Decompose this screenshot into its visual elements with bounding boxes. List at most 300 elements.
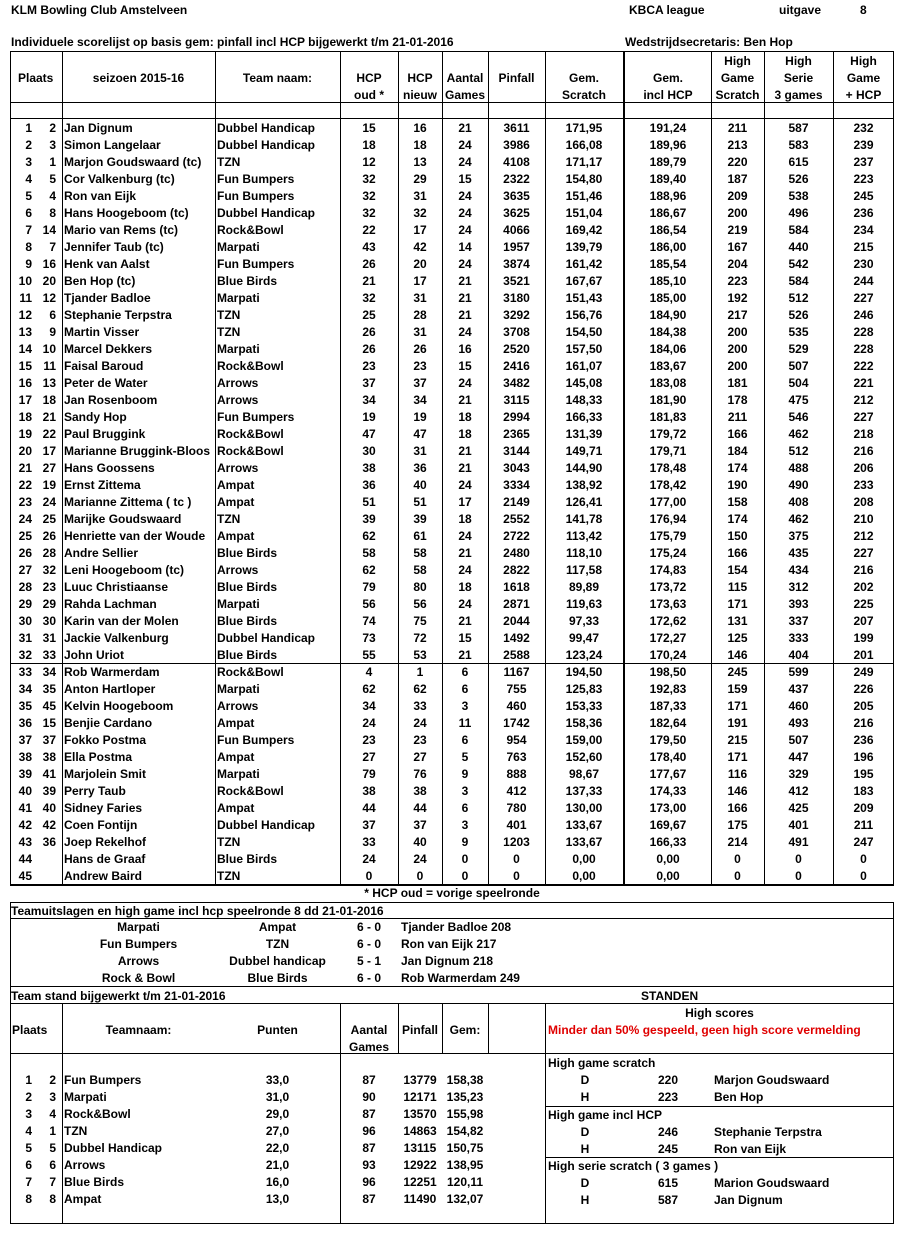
player-games: 15 — [458, 172, 472, 186]
player-hg-hcp: 228 — [853, 342, 874, 356]
player-prev-rank: 20 — [42, 274, 56, 288]
player-rank: 1 — [25, 121, 32, 135]
player-games: 9 — [461, 767, 469, 781]
player-rank: 9 — [25, 257, 32, 271]
player-hcp-new: 33 — [413, 699, 427, 713]
player-avg-hcp: 184,06 — [649, 342, 687, 356]
player-name: Andrew Baird — [64, 869, 143, 883]
player-hg-scratch: 146 — [727, 784, 748, 798]
player-hg-hcp: 216 — [853, 563, 874, 577]
player-hcp-old: 24 — [362, 852, 376, 866]
player-avg-scratch: 133,67 — [565, 835, 603, 849]
round-high-game: Ron van Eijk 217 — [401, 937, 497, 951]
player-hcp-new: 31 — [413, 291, 427, 305]
highscore-category: D — [580, 1176, 590, 1190]
player-hs-scratch: 512 — [788, 444, 809, 458]
player-prev-rank: 5 — [49, 172, 56, 186]
highscore-player: Jan Dignum — [714, 1193, 783, 1207]
standing-games: 87 — [362, 1141, 376, 1155]
standing-rank: 8 — [25, 1192, 32, 1206]
player-team: Dubbel Handicap — [217, 818, 316, 832]
player-pinfall: 2588 — [503, 648, 530, 662]
player-name: John Uriot — [64, 648, 124, 662]
highscore-category: D — [580, 1073, 590, 1087]
player-team: Dubbel Handicap — [217, 631, 316, 645]
player-hs-scratch: 412 — [788, 784, 809, 798]
player-avg-hcp: 183,67 — [649, 359, 687, 373]
player-hg-scratch: 223 — [727, 274, 748, 288]
player-avg-hcp: 175,79 — [649, 529, 687, 543]
standing-games: 87 — [362, 1073, 376, 1087]
player-rank: 36 — [18, 716, 32, 730]
player-hg-scratch: 192 — [727, 291, 748, 305]
standings-header-pinfall: Pinfall — [401, 1023, 438, 1037]
player-hg-hcp: 209 — [853, 801, 874, 815]
player-rank: 21 — [18, 461, 32, 475]
player-rank: 14 — [18, 342, 32, 356]
player-team: Marpati — [217, 767, 260, 781]
player-avg-scratch: 171,95 — [565, 121, 603, 135]
player-pinfall: 888 — [506, 767, 527, 781]
player-team: Fun Bumpers — [217, 189, 295, 203]
player-team: Rock&Bowl — [217, 784, 284, 798]
player-hg-hcp: 216 — [853, 444, 874, 458]
player-hs-scratch: 393 — [788, 597, 809, 611]
player-hcp-old: 4 — [365, 665, 373, 679]
player-hg-scratch: 131 — [727, 614, 748, 628]
header-games-1: Aantal — [446, 71, 484, 85]
player-hg-hcp: 211 — [853, 818, 874, 832]
player-hg-hcp: 216 — [853, 716, 874, 730]
player-prev-rank: 40 — [42, 801, 56, 815]
standing-team: Rock&Bowl — [64, 1107, 131, 1121]
player-name: Coen Fontijn — [64, 818, 138, 832]
player-pinfall: 3180 — [503, 291, 530, 305]
player-hs-scratch: 493 — [788, 716, 809, 730]
player-avg-scratch: 161,42 — [565, 257, 603, 271]
player-hg-hcp: 236 — [853, 733, 874, 747]
player-prev-rank: 41 — [42, 767, 56, 781]
highscore-section-title: High serie scratch ( 3 games ) — [548, 1159, 719, 1173]
player-hg-hcp: 227 — [853, 410, 874, 424]
player-hg-scratch: 187 — [727, 172, 748, 186]
player-hg-hcp: 236 — [853, 206, 874, 220]
standing-rank: 3 — [25, 1107, 32, 1121]
player-hs-scratch: 401 — [788, 818, 809, 832]
player-hcp-new: 1 — [416, 665, 424, 679]
player-prev-rank: 28 — [42, 546, 56, 560]
player-team: Blue Birds — [217, 274, 278, 288]
player-pinfall: 3611 — [503, 121, 530, 135]
player-pinfall: 1618 — [503, 580, 530, 594]
player-team: Marpati — [217, 342, 260, 356]
header-avg-scratch-2: Scratch — [561, 88, 607, 102]
player-pinfall: 3625 — [503, 206, 530, 220]
standing-games: 90 — [362, 1090, 376, 1104]
player-hs-scratch: 490 — [788, 478, 809, 492]
player-hcp-old: 0 — [365, 869, 373, 883]
header-avg-hcp-1: Gem. — [652, 71, 683, 85]
player-hs-scratch: 512 — [788, 291, 809, 305]
player-avg-scratch: 152,60 — [565, 750, 603, 764]
player-avg-hcp: 185,10 — [649, 274, 687, 288]
standing-prev-rank: 4 — [49, 1107, 56, 1121]
player-avg-hcp: 186,54 — [649, 223, 687, 237]
player-rank: 6 — [25, 206, 32, 220]
player-name: Sidney Faries — [64, 801, 143, 815]
player-hcp-old: 18 — [362, 138, 376, 152]
highscore-value: 615 — [657, 1176, 679, 1190]
player-team: Rock&Bowl — [217, 444, 284, 458]
player-prev-rank: 21 — [42, 410, 56, 424]
player-team: TZN — [217, 308, 241, 322]
player-hcp-new: 40 — [413, 478, 427, 492]
player-rank: 22 — [18, 478, 32, 492]
subtitle: Individuele scorelijst op basis gem: pinfall incl HCP bijgewerkt t/m 21-01-2016 — [11, 35, 454, 49]
standing-games: 96 — [362, 1124, 376, 1138]
player-prev-rank: 18 — [42, 393, 56, 407]
player-prev-rank: 36 — [42, 835, 56, 849]
player-hs-scratch: 587 — [788, 121, 809, 135]
highscore-value: 587 — [657, 1193, 679, 1207]
player-hcp-new: 0 — [416, 869, 424, 883]
player-prev-rank: 19 — [42, 478, 56, 492]
player-avg-scratch: 154,80 — [565, 172, 603, 186]
player-team: Marpati — [217, 291, 260, 305]
player-avg-hcp: 185,00 — [649, 291, 687, 305]
standing-team: Fun Bumpers — [64, 1073, 142, 1087]
standings-title: Team stand bijgewerkt t/m 21-01-2016 — [11, 989, 226, 1003]
player-avg-hcp: 169,67 — [649, 818, 687, 832]
player-hg-scratch: 211 — [727, 121, 748, 135]
standing-points: 22,0 — [265, 1141, 290, 1155]
player-hg-scratch: 213 — [727, 138, 748, 152]
player-hcp-old: 79 — [362, 767, 376, 781]
player-avg-hcp: 172,62 — [649, 614, 687, 628]
player-hcp-old: 34 — [362, 393, 376, 407]
player-name: Tjander Badloe — [64, 291, 151, 305]
player-hcp-new: 24 — [413, 716, 427, 730]
player-hs-scratch: 375 — [788, 529, 809, 543]
player-hcp-new: 13 — [413, 155, 427, 169]
player-avg-hcp: 184,90 — [649, 308, 687, 322]
player-name: Hans Goossens — [64, 461, 155, 475]
player-team: Marpati — [217, 597, 260, 611]
header-hs-2: Serie — [783, 71, 814, 85]
player-avg-scratch: 156,76 — [565, 308, 603, 322]
player-games: 6 — [461, 665, 469, 679]
standing-pinfall: 12251 — [403, 1175, 437, 1189]
standing-games: 87 — [362, 1192, 376, 1206]
standing-games: 96 — [362, 1175, 376, 1189]
player-pinfall: 2994 — [503, 410, 530, 424]
player-hg-hcp: 215 — [853, 240, 874, 254]
player-prev-rank: 17 — [42, 444, 56, 458]
player-avg-scratch: 119,63 — [565, 597, 603, 611]
player-avg-scratch: 153,33 — [565, 699, 603, 713]
player-name: Hans Hoogeboom (tc) — [64, 206, 189, 220]
player-avg-scratch: 154,50 — [565, 325, 603, 339]
player-name: Marjon Goudswaard (tc) — [64, 155, 202, 169]
player-avg-scratch: 166,08 — [565, 138, 603, 152]
player-hg-scratch: 166 — [727, 546, 748, 560]
player-pinfall: 460 — [506, 699, 527, 713]
player-team: Blue Birds — [217, 648, 278, 662]
player-name: Ella Postma — [64, 750, 133, 764]
player-avg-hcp: 189,79 — [649, 155, 687, 169]
player-avg-scratch: 97,33 — [568, 614, 600, 628]
player-pinfall: 4066 — [503, 223, 530, 237]
player-hs-scratch: 425 — [788, 801, 809, 815]
player-hg-hcp: 207 — [853, 614, 874, 628]
player-games: 21 — [458, 461, 472, 475]
player-team: Arrows — [217, 393, 259, 407]
player-hcp-old: 22 — [362, 223, 376, 237]
player-avg-scratch: 126,41 — [565, 495, 603, 509]
player-games: 24 — [458, 529, 472, 543]
player-hcp-new: 32 — [413, 206, 427, 220]
player-hs-scratch: 491 — [788, 835, 809, 849]
player-name: Marianne Zittema ( tc ) — [64, 495, 192, 509]
player-rank: 4 — [25, 172, 32, 186]
player-hcp-new: 23 — [413, 359, 427, 373]
player-hg-hcp: 206 — [853, 461, 874, 475]
player-hg-scratch: 215 — [727, 733, 748, 747]
player-rank: 26 — [18, 546, 32, 560]
player-rank: 5 — [25, 189, 32, 203]
player-games: 24 — [458, 257, 472, 271]
round-high-game: Rob Warmerdam 249 — [401, 971, 520, 985]
player-avg-scratch: 123,24 — [565, 648, 603, 662]
header-hg-scratch-2: Game — [720, 71, 755, 85]
player-team: TZN — [217, 325, 241, 339]
player-avg-scratch: 166,33 — [565, 410, 603, 424]
player-hg-hcp: 202 — [853, 580, 874, 594]
player-hs-scratch: 333 — [788, 631, 809, 645]
header-hcp-old-2: oud * — [354, 88, 384, 102]
player-pinfall: 2365 — [503, 427, 530, 441]
player-prev-rank: 24 — [42, 495, 56, 509]
player-hcp-new: 31 — [413, 189, 427, 203]
header-hg-hcp-1: High — [850, 54, 877, 68]
player-hcp-old: 51 — [362, 495, 376, 509]
player-hg-hcp: 246 — [853, 308, 874, 322]
player-hcp-old: 24 — [362, 716, 376, 730]
player-avg-scratch: 151,46 — [565, 189, 603, 203]
player-name: Hans de Graaf — [64, 852, 146, 866]
header-hg-hcp-2: Game — [846, 71, 881, 85]
player-rank: 17 — [18, 393, 32, 407]
player-name: Perry Taub — [64, 784, 126, 798]
player-rank: 11 — [19, 291, 32, 305]
header-team: Team naam: — [242, 71, 313, 85]
player-avg-hcp: 186,00 — [649, 240, 687, 254]
player-avg-scratch: 125,83 — [565, 682, 603, 696]
player-team: Arrows — [217, 563, 259, 577]
player-hcp-old: 58 — [362, 546, 376, 560]
standing-rank: 2 — [25, 1090, 32, 1104]
player-avg-hcp: 173,63 — [649, 597, 687, 611]
player-hcp-new: 39 — [413, 512, 427, 526]
player-hg-hcp: 221 — [853, 376, 874, 390]
player-hg-scratch: 167 — [727, 240, 748, 254]
player-pinfall: 0 — [513, 869, 520, 883]
standing-avg: 138,95 — [446, 1158, 484, 1172]
player-hg-hcp: 205 — [853, 699, 874, 713]
player-games: 21 — [458, 648, 472, 662]
player-avg-scratch: 0,00 — [572, 852, 596, 866]
player-hcp-old: 56 — [362, 597, 376, 611]
player-hg-hcp: 0 — [860, 869, 867, 883]
standing-pinfall: 13779 — [403, 1073, 437, 1087]
highscore-category: D — [580, 1125, 590, 1139]
secretary: Wedstrijdsecretaris: Ben Hop — [625, 35, 793, 49]
player-avg-scratch: 151,04 — [565, 206, 603, 220]
player-hs-scratch: 615 — [788, 155, 809, 169]
header-pinfall: Pinfall — [498, 71, 535, 85]
player-hg-scratch: 200 — [727, 359, 748, 373]
player-avg-hcp: 174,33 — [649, 784, 687, 798]
footnote: * HCP oud = vorige speelronde — [364, 886, 540, 900]
standing-points: 21,0 — [265, 1158, 290, 1172]
player-games: 3 — [461, 818, 469, 832]
player-hg-scratch: 171 — [727, 597, 748, 611]
player-hcp-new: 80 — [413, 580, 427, 594]
player-hs-scratch: 526 — [788, 172, 809, 186]
player-games: 21 — [458, 291, 472, 305]
player-name: Luuc Christiaanse — [64, 580, 169, 594]
player-hcp-new: 76 — [413, 767, 427, 781]
player-team: Ampat — [217, 801, 255, 815]
player-avg-hcp: 184,38 — [649, 325, 687, 339]
player-hcp-new: 56 — [413, 597, 427, 611]
player-hs-scratch: 584 — [788, 223, 809, 237]
player-hcp-old: 37 — [362, 376, 376, 390]
player-avg-scratch: 149,71 — [565, 444, 603, 458]
player-avg-hcp: 0,00 — [656, 852, 680, 866]
standing-prev-rank: 1 — [49, 1124, 56, 1138]
round-home: Rock & Bowl — [101, 971, 176, 985]
player-hcp-old: 21 — [362, 274, 376, 288]
player-avg-hcp: 191,24 — [649, 121, 687, 135]
player-hcp-old: 23 — [362, 733, 376, 747]
standing-pinfall: 11490 — [403, 1192, 437, 1206]
player-hg-hcp: 226 — [853, 682, 874, 696]
player-team: Ampat — [217, 478, 255, 492]
player-hg-scratch: 184 — [727, 444, 748, 458]
player-hcp-new: 36 — [413, 461, 427, 475]
player-hcp-new: 47 — [413, 427, 427, 441]
player-avg-hcp: 185,54 — [649, 257, 687, 271]
player-rank: 18 — [18, 410, 32, 424]
player-team: TZN — [217, 155, 241, 169]
player-name: Ernst Zittema — [64, 478, 141, 492]
player-hs-scratch: 507 — [788, 733, 809, 747]
player-name: Benjie Cardano — [64, 716, 153, 730]
player-name: Andre Sellier — [64, 546, 139, 560]
player-hs-scratch: 404 — [788, 648, 809, 662]
player-hg-scratch: 209 — [727, 189, 748, 203]
player-pinfall: 3521 — [503, 274, 530, 288]
player-rank: 2 — [25, 138, 32, 152]
player-prev-rank: 39 — [42, 784, 56, 798]
player-hs-scratch: 337 — [788, 614, 809, 628]
player-avg-scratch: 169,42 — [565, 223, 603, 237]
player-hcp-new: 20 — [413, 257, 427, 271]
player-hcp-new: 23 — [413, 733, 427, 747]
player-avg-hcp: 177,67 — [649, 767, 687, 781]
player-hg-scratch: 171 — [727, 699, 748, 713]
player-games: 21 — [458, 121, 472, 135]
player-team: Rock&Bowl — [217, 427, 284, 441]
standing-team: Dubbel Handicap — [64, 1141, 163, 1155]
player-team: Fun Bumpers — [217, 733, 295, 747]
player-rank: 10 — [18, 274, 32, 288]
header-hg-hcp-3: + HCP — [845, 88, 882, 102]
player-name: Martin Visser — [64, 325, 140, 339]
player-hg-hcp: 245 — [853, 189, 874, 203]
player-games: 24 — [458, 138, 472, 152]
player-avg-hcp: 177,00 — [649, 495, 687, 509]
header-hcp-new-1: HCP — [407, 71, 433, 85]
player-hcp-new: 53 — [413, 648, 427, 662]
player-avg-hcp: 176,94 — [649, 512, 687, 526]
standing-pinfall: 13115 — [403, 1141, 437, 1155]
player-name: Rob Warmerdam — [64, 665, 160, 679]
player-rank: 32 — [18, 648, 32, 662]
player-prev-rank: 4 — [49, 189, 56, 203]
round-home: Marpati — [117, 920, 160, 934]
player-games: 21 — [458, 274, 472, 288]
player-prev-rank: 26 — [42, 529, 56, 543]
player-name: Ron van Eijk — [64, 189, 137, 203]
player-pinfall: 3144 — [503, 444, 530, 458]
standing-games: 87 — [362, 1107, 376, 1121]
player-hg-hcp: 195 — [853, 767, 874, 781]
player-pinfall: 2149 — [503, 495, 530, 509]
round-home: Fun Bumpers — [99, 937, 178, 951]
player-hg-hcp: 210 — [853, 512, 874, 526]
player-games: 6 — [461, 801, 469, 815]
player-hs-scratch: 437 — [788, 682, 809, 696]
player-hs-scratch: 488 — [788, 461, 809, 475]
player-hg-scratch: 219 — [727, 223, 748, 237]
standing-rank: 5 — [25, 1141, 32, 1155]
player-rank: 16 — [18, 376, 32, 390]
player-avg-scratch: 167,67 — [565, 274, 603, 288]
player-prev-rank: 14 — [42, 223, 56, 237]
player-hcp-new: 16 — [413, 121, 427, 135]
player-hcp-new: 62 — [413, 682, 427, 696]
player-prev-rank: 7 — [49, 240, 56, 254]
player-hg-scratch: 191 — [727, 716, 748, 730]
player-team: Ampat — [217, 529, 255, 543]
player-hg-scratch: 190 — [727, 478, 748, 492]
player-pinfall: 412 — [506, 784, 527, 798]
standing-rank: 7 — [25, 1175, 32, 1189]
standing-points: 31,0 — [265, 1090, 290, 1104]
standings-header-plaats: Plaats — [12, 1023, 48, 1037]
player-pinfall: 2480 — [503, 546, 530, 560]
player-hcp-old: 27 — [362, 750, 376, 764]
player-games: 21 — [458, 393, 472, 407]
player-hg-hcp: 212 — [853, 393, 874, 407]
player-hs-scratch: 599 — [788, 665, 809, 679]
standing-prev-rank: 5 — [49, 1141, 56, 1155]
player-avg-hcp: 181,83 — [649, 410, 687, 424]
player-rank: 31 — [18, 631, 32, 645]
player-hcp-old: 47 — [362, 427, 376, 441]
